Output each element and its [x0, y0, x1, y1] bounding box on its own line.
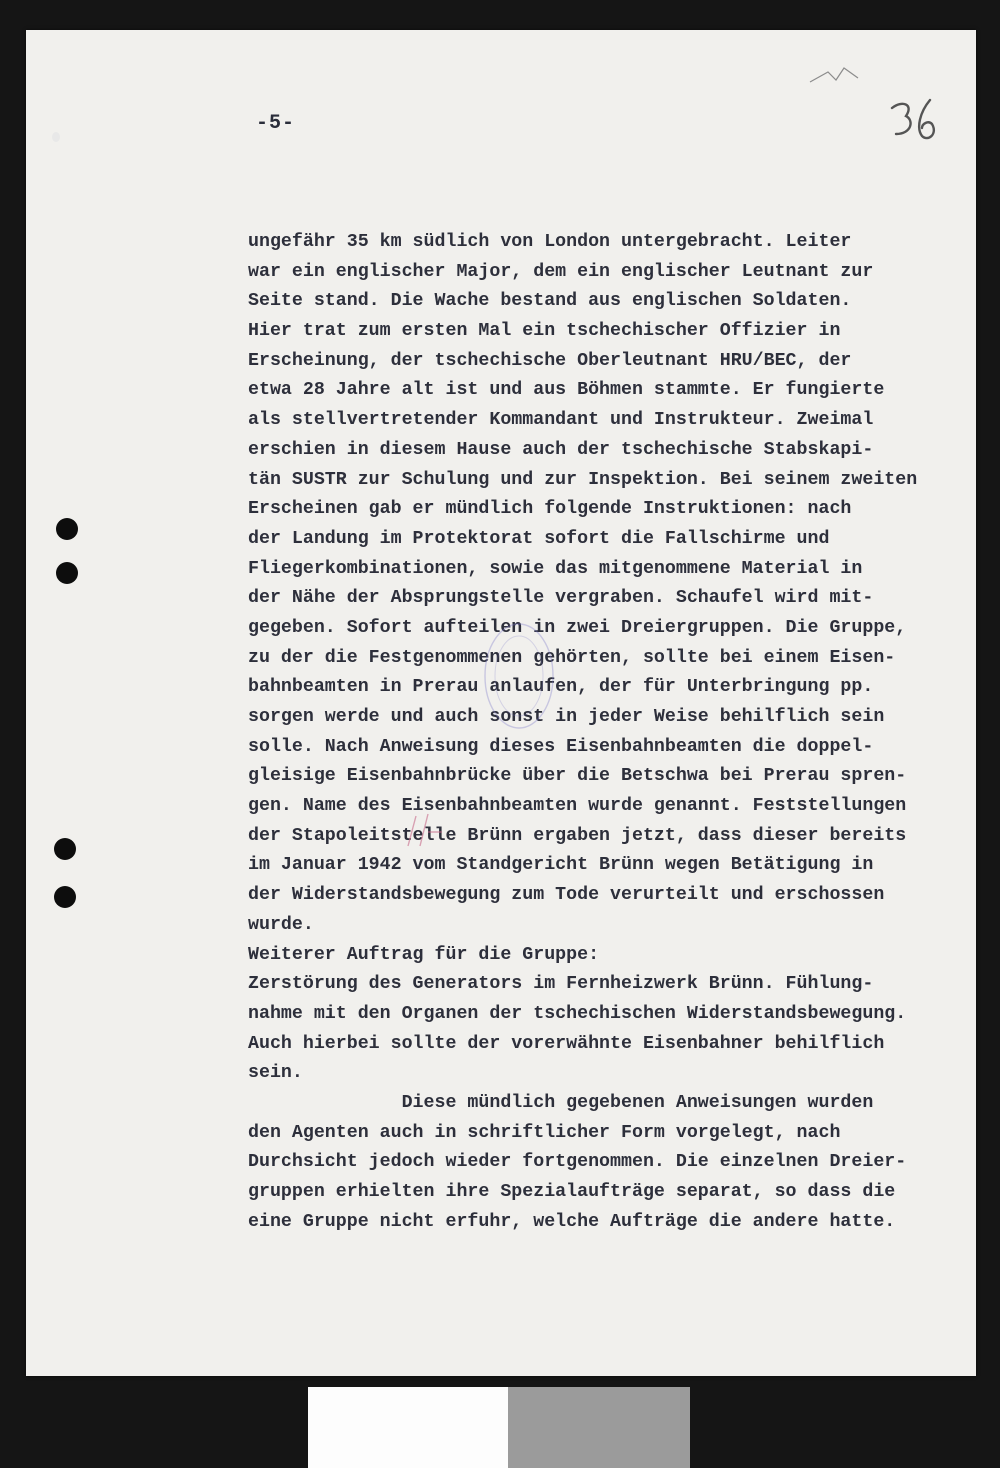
text-line: Hier trat zum ersten Mal ein tschechischer Offizier in: [248, 321, 841, 342]
scan-color-bar-white: [308, 1387, 508, 1468]
document-page: [26, 30, 976, 1376]
text-line: tän SUSTR zur Schulung und zur Inspektion. Bei seinem zweiten: [248, 469, 918, 490]
text-line: erschien in diesem Hause auch der tschechische Stabskapi-: [248, 439, 874, 460]
text-line: gleisige Eisenbahnbrücke über die Betschwa bei Prerau spren-: [248, 766, 907, 787]
text-line: Auch hierbei sollte der vorerwähnte Eisenbahner behilflich: [248, 1033, 885, 1054]
text-line: bahnbeamten in Prerau anlaufen, der für Unterbringung pp.: [248, 677, 874, 698]
text-line: den Agenten auch in schriftlicher Form vorgelegt, nach: [248, 1122, 841, 1143]
text-line: nahme mit den Organen der tschechischen Widerstandsbewegung.: [248, 1003, 907, 1024]
text-line: im Januar 1942 vom Standgericht Brünn wegen Betätigung in: [248, 855, 874, 876]
punch-hole-3: [54, 838, 76, 860]
text-line: Erscheinen gab er mündlich folgende Instruktionen: nach: [248, 499, 852, 520]
scan-color-bar: [308, 1387, 690, 1468]
paper-speck: [52, 132, 60, 142]
text-line: Erscheinung, der tschechische Oberleutnant HRU/BEC, der: [248, 350, 852, 371]
text-line: ungefähr 35 km südlich von London untergebracht. Leiter: [248, 232, 852, 252]
pencil-mark-icon: [806, 60, 866, 90]
punch-hole-4: [54, 886, 76, 908]
text-line: Zerstörung des Generators im Fernheizwerk Brünn. Fühlung-: [248, 974, 874, 995]
text-line: Weiterer Auftrag für die Gruppe:: [248, 944, 600, 965]
archive-stamp-icon: [424, 598, 574, 768]
text-line: der Widerstandsbewegung zum Tode verurteilt und erschossen: [248, 885, 885, 906]
text-line: etwa 28 Jahre alt ist und aus Böhmen stammte. Er fungierte: [248, 380, 885, 401]
page-number: -5-: [256, 112, 296, 135]
scan-color-bar-grey: [508, 1387, 690, 1468]
red-stamp-icon: [398, 802, 468, 862]
text-line: Seite stand. Die Wache bestand aus englischen Soldaten.: [248, 291, 852, 312]
text-line: der Stapoleitstelle Brünn ergaben jetzt, dass dieser bereits: [248, 825, 907, 846]
text-line: eine Gruppe nicht erfuhr, welche Aufträge die andere hatte.: [248, 1211, 896, 1232]
text-line: Durchsicht jedoch wieder fortgenommen. Die einzelnen Dreier-: [248, 1152, 907, 1173]
text-line: solle. Nach Anweisung dieses Eisenbahnbeamten die doppel-: [248, 736, 874, 757]
text-line: Fliegerkombinationen, sowie das mitgenommene Material in: [248, 558, 863, 579]
text-line: Diese mündlich gegebenen Anweisungen wurden: [248, 1092, 874, 1113]
text-line: gen. Name des Eisenbahnbeamten wurde genannt. Feststellungen: [248, 796, 907, 817]
text-line: als stellvertretender Kommandant und Instrukteur. Zweimal: [248, 410, 874, 431]
text-line: der Landung im Protektorat sofort die Fallschirme und: [248, 528, 830, 549]
text-line: gruppen erhielten ihre Spezialaufträge separat, so dass die: [248, 1182, 896, 1202]
punch-hole-2: [56, 562, 78, 584]
text-line: wurde.: [248, 914, 314, 935]
text-line: zu der die Festgenommenen gehörten, sollte bei einem Eisen-: [248, 647, 896, 668]
body-text: [248, 228, 978, 1237]
text-line: der Nähe der Absprungstelle vergraben. Schaufel wird mit-: [248, 588, 874, 609]
text-line: gegeben. Sofort aufteilen in zwei Dreiergruppen. Die Gruppe,: [248, 617, 907, 638]
text-line: sein.: [248, 1063, 303, 1084]
punch-hole-1: [56, 518, 78, 540]
text-line: sorgen werde und auch sonst in jeder Weise behilflich sein: [248, 707, 885, 727]
handwritten-number-icon: [884, 94, 944, 154]
text-line: war ein englischer Major, dem ein englischer Leutnant zur: [248, 261, 874, 282]
